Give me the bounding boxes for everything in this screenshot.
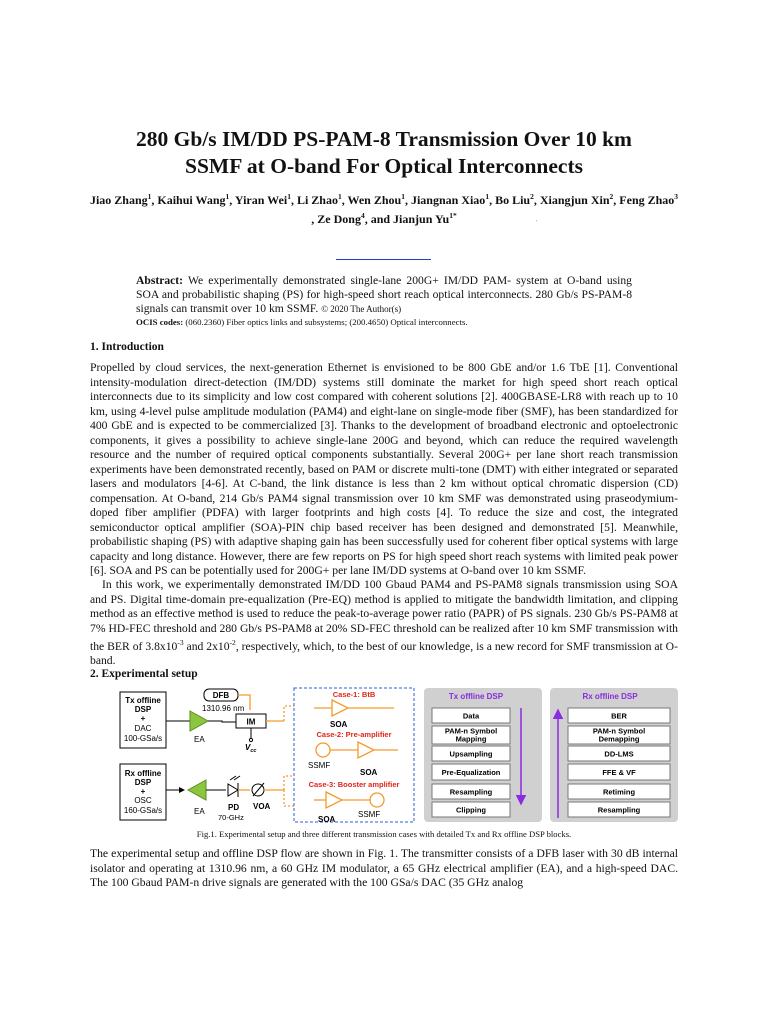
author bbox=[348, 193, 405, 207]
tx-dsp-l4: 100-GSa/s bbox=[123, 734, 163, 743]
case1-label: Case-1: BtB bbox=[332, 690, 376, 699]
stray-mark: ' bbox=[536, 220, 538, 226]
separator-rule bbox=[336, 259, 431, 260]
tx-dsp-block-label: Resampling bbox=[449, 787, 493, 797]
para2-exp2: -2 bbox=[229, 638, 236, 647]
rx-dsp-l0: Rx offline bbox=[124, 769, 162, 778]
author-affiliation: 1 bbox=[485, 192, 490, 201]
tx-dsp-block-label: Upsampling bbox=[449, 749, 493, 759]
author-affiliation: 1 bbox=[225, 192, 230, 201]
author-affiliation: 1* bbox=[449, 211, 457, 220]
author-name: Li Zhao bbox=[296, 193, 338, 207]
rx-dsp-block-label: BER bbox=[611, 711, 627, 721]
wavelength-label: 1310.96 nm bbox=[202, 704, 245, 713]
author-name: Feng Zhao bbox=[619, 193, 675, 207]
author bbox=[540, 193, 613, 207]
tx-dsp-l0: Tx offline bbox=[125, 696, 161, 705]
author-name: Ze Dong bbox=[317, 212, 361, 226]
pd-bandwidth: 70-GHz bbox=[218, 813, 244, 822]
tx-dsp-block-label: Pre-Equalization bbox=[441, 768, 501, 777]
vcc-label bbox=[245, 743, 256, 754]
case1-soa-label: SOA bbox=[330, 720, 348, 729]
author-affiliation: 1 bbox=[147, 192, 152, 201]
rx-dsp-l1: DSP bbox=[134, 778, 152, 787]
abstract-text: We experimentally demonstrated single-lane 200G+ IM/DD PAM- system at O-band using SOA and probabilistic shaping (PS) for high-speed short reach optical interconnects. 280 Gb/s PS-PAM-8 signals can transmit over 10 km SSMF. bbox=[136, 274, 632, 315]
figure-caption: Fig.1. Experimental setup and three different transmission cases with detailed Tx and Rx offline DSP blocks. bbox=[196, 829, 572, 839]
author bbox=[371, 212, 457, 226]
case2-soa-label: SOA bbox=[360, 768, 378, 777]
copyright: © 2020 The Author(s) bbox=[321, 304, 402, 314]
tx-dsp-l2: + bbox=[140, 714, 146, 723]
abstract bbox=[136, 274, 632, 316]
author-name: Wen Zhou bbox=[347, 193, 402, 207]
voa-label: VOA bbox=[253, 802, 271, 811]
introduction-paragraph-1: Propelled by cloud services, the next-generation Ethernet is envisioned to be 800 GbE and/or 1.6 TbE [1]. Conventional intensity-modulation direct-detection (IM/DD) systems still dominate the market for high speed short reach optical interconnects due to its simplicity and low cost compared with coherent solutions [2]. 400GBASE-LR8 with reach up to 10 km, using 4-level pulse amplitude modulation (PAM4) and eight-lane on single-mode fiber (SMF), has been standardized for 400 GbE and is expected to be commercialized [3]. Thanks to the development of broadband electronic and optoelectronic components, it gives a possibility to achieve single-lane 200G and beyond, which can reduce the required wavelength resource and the number of required optical components substantially. Several 200G+ per lane short reach transmission experiments have been demonstrated recently, based on PAM or discrete multi-tone (DMT) with either integrated or separated lasers and modulators [4-6]. At C-band, the link distance is less than 2 km without optical chromatic dispersion (CD) compensation. At O-band, 214 Gb/s PAM4 signal transmission over 10 km SMF was demonstrated using praseodymium-doped fiber amplifier (PDFA) with larger footprints and high costs [4]. To reduce the size and cost, the integrated semiconductor optical amplifier (SOA)-PIN chip based receiver has been designed and demonstrated [5]. Meanwhile, probabilistic shaping (PS) with adaptive shaping gain has been successfully used for coherent fiber optical systems with large capacity and long distance. However, there are few reports on PS for high speed short reach systems with limited peak power [6]. SOA and PS can be potentially used for 200G+ per lane IM/DD systems at O-band over 10 km SSMF. bbox=[90, 361, 678, 577]
case3-soa-label: SOA bbox=[318, 815, 336, 824]
author-affiliation: 1 bbox=[337, 192, 342, 201]
section-heading-experimental-setup: 2. Experimental setup bbox=[90, 668, 198, 680]
author-affiliation: 3 bbox=[674, 192, 679, 201]
author-affiliation: 2 bbox=[530, 192, 534, 201]
para2-text-a: In this work, we experimentally demonstrated IM/DD 100 Gbaud PAM4 and PS-PAM8 signals transmission using SOA and PS. Digital time-domain pre-equalization (Pre-EQ) method is applied to mitigate the bandwidth limitation, and clipping method as an effective method is used to reduce the peak-to-average power ratio (PAPR) of PS signals. 230 Gb/s PS-PAM8 at 7% HD-FEC threshold and 280 Gb/s PS-PAM8 at 20% SD-FEC threshold can be realized after 10 km SMF transmission with the BER of 3.8x10 bbox=[90, 578, 678, 653]
rx-dsp-panel-title: Rx offline DSP bbox=[582, 692, 638, 701]
author-name: Bo Liu bbox=[495, 193, 531, 207]
author-name: Xiangjun Xin bbox=[539, 193, 610, 207]
author bbox=[235, 193, 291, 207]
tx-dsp-l3: DAC bbox=[134, 724, 152, 733]
introduction-paragraph-2 bbox=[90, 578, 678, 669]
author-name: Jiangnan Xiao bbox=[410, 193, 486, 207]
rx-dsp-l3: OSC bbox=[134, 796, 152, 805]
rx-ea-triangle bbox=[188, 780, 206, 800]
rx-dsp-block-label: DD-LMS bbox=[604, 749, 634, 759]
author-name: Kaihui Wang bbox=[157, 193, 226, 207]
paper-title bbox=[90, 126, 678, 180]
rx-dsp-block-label: Retiming bbox=[602, 787, 636, 797]
tx-dsp-l1: DSP bbox=[134, 705, 152, 714]
author bbox=[90, 193, 151, 207]
author-affiliation: 1 bbox=[401, 192, 405, 201]
ocis-text: (060.2360) Fiber optics links and subsystems; (200.4650) Optical interconnects. bbox=[185, 317, 468, 327]
rx-ea-label: EA bbox=[194, 807, 205, 816]
tx-dsp-block-label: Data bbox=[462, 711, 480, 721]
author-name: Jiao Zhang bbox=[89, 193, 148, 207]
rx-dsp-block-label: Resampling bbox=[597, 805, 641, 815]
para2-exp1: -3 bbox=[177, 638, 184, 647]
rx-dsp-block-label: PAM-n Symbol Demapping bbox=[592, 726, 646, 744]
author-affiliation: 4 bbox=[360, 211, 365, 220]
experimental-setup-figure bbox=[118, 686, 688, 824]
im-label: IM bbox=[246, 717, 256, 727]
tx-ea-triangle bbox=[190, 711, 208, 731]
author bbox=[495, 193, 534, 207]
vcc-sub: cc bbox=[250, 748, 257, 754]
para2-text-b: and 2x10 bbox=[183, 639, 230, 653]
tx-ea-label: EA bbox=[194, 735, 205, 744]
rx-dsp-block-label: FFE & VF bbox=[602, 768, 636, 777]
tx-dsp-block-label: PAM-n Symbol Mapping bbox=[444, 726, 498, 744]
tx-dsp-block-label: Clipping bbox=[456, 805, 486, 815]
ocis-label: OCIS codes: bbox=[136, 317, 184, 327]
dfb-label: DFB bbox=[212, 691, 230, 700]
rx-dsp-l4: 160-GSa/s bbox=[123, 806, 163, 815]
author-affiliation: 1 bbox=[287, 192, 291, 201]
rx-dsp-l2: + bbox=[140, 787, 146, 796]
para2-text-c: , respectively, which, to the best of our knowledge, is a new record for SMF transmission at O-band. bbox=[90, 639, 678, 668]
experimental-setup-paragraph: The experimental setup and offline DSP flow are shown in Fig. 1. The transmitter consists of a DFB laser with 30 dB internal isolator and operating at 1310.96 nm, a 60 GHz IM modulator, a 65 GHz electrical amplifier (EA), and a high-speed DAC. The 100 Gbaud PAM-n drive signals are generated with the 100 GSa/s DAC (35 GHz analog bbox=[90, 847, 678, 889]
section-heading-introduction: 1. Introduction bbox=[90, 341, 164, 353]
author bbox=[619, 193, 678, 207]
ocis-codes bbox=[136, 317, 656, 328]
tx-dsp-panel-title: Tx offline DSP bbox=[448, 692, 504, 701]
author bbox=[411, 193, 489, 207]
pd-label: PD bbox=[228, 803, 240, 812]
author-name: and Jianjun Yu bbox=[370, 212, 450, 226]
case2-label: Case-2: Pre-amplifier bbox=[316, 730, 392, 739]
pd-diode bbox=[228, 784, 238, 796]
author-list: Jiao Zhang$^1$, Kaihui Wang$^1$, Yiran Wei$^1$, Li Zhao$^1$, Wen Zhou$^1$, Jiangnan Xiao$^1$, Bo Liu$^2$, Xiangjun Xin$^2$, Feng Zhao$^3$ , Ze Dong$^4$, and Jianjun $Yu^{1*}$ bbox=[89, 192, 679, 226]
abstract-label: Abstract: bbox=[136, 274, 184, 287]
author bbox=[297, 193, 342, 207]
vcc-v: V bbox=[245, 743, 251, 752]
author bbox=[317, 212, 364, 226]
title-line-2: SSMF at O-band For Optical Interconnects bbox=[185, 154, 583, 178]
author-affiliation: 2 bbox=[609, 192, 614, 201]
case3-label: Case-3: Booster amplifier bbox=[308, 780, 400, 789]
author-name: Yiran Wei bbox=[234, 193, 288, 207]
case2-ssmf-label: SSMF bbox=[308, 761, 331, 770]
author bbox=[157, 193, 229, 207]
title-line-1: 280 Gb/s IM/DD PS-PAM-8 Transmission Over 10 km bbox=[136, 127, 632, 151]
case3-ssmf-label: SSMF bbox=[358, 810, 381, 819]
